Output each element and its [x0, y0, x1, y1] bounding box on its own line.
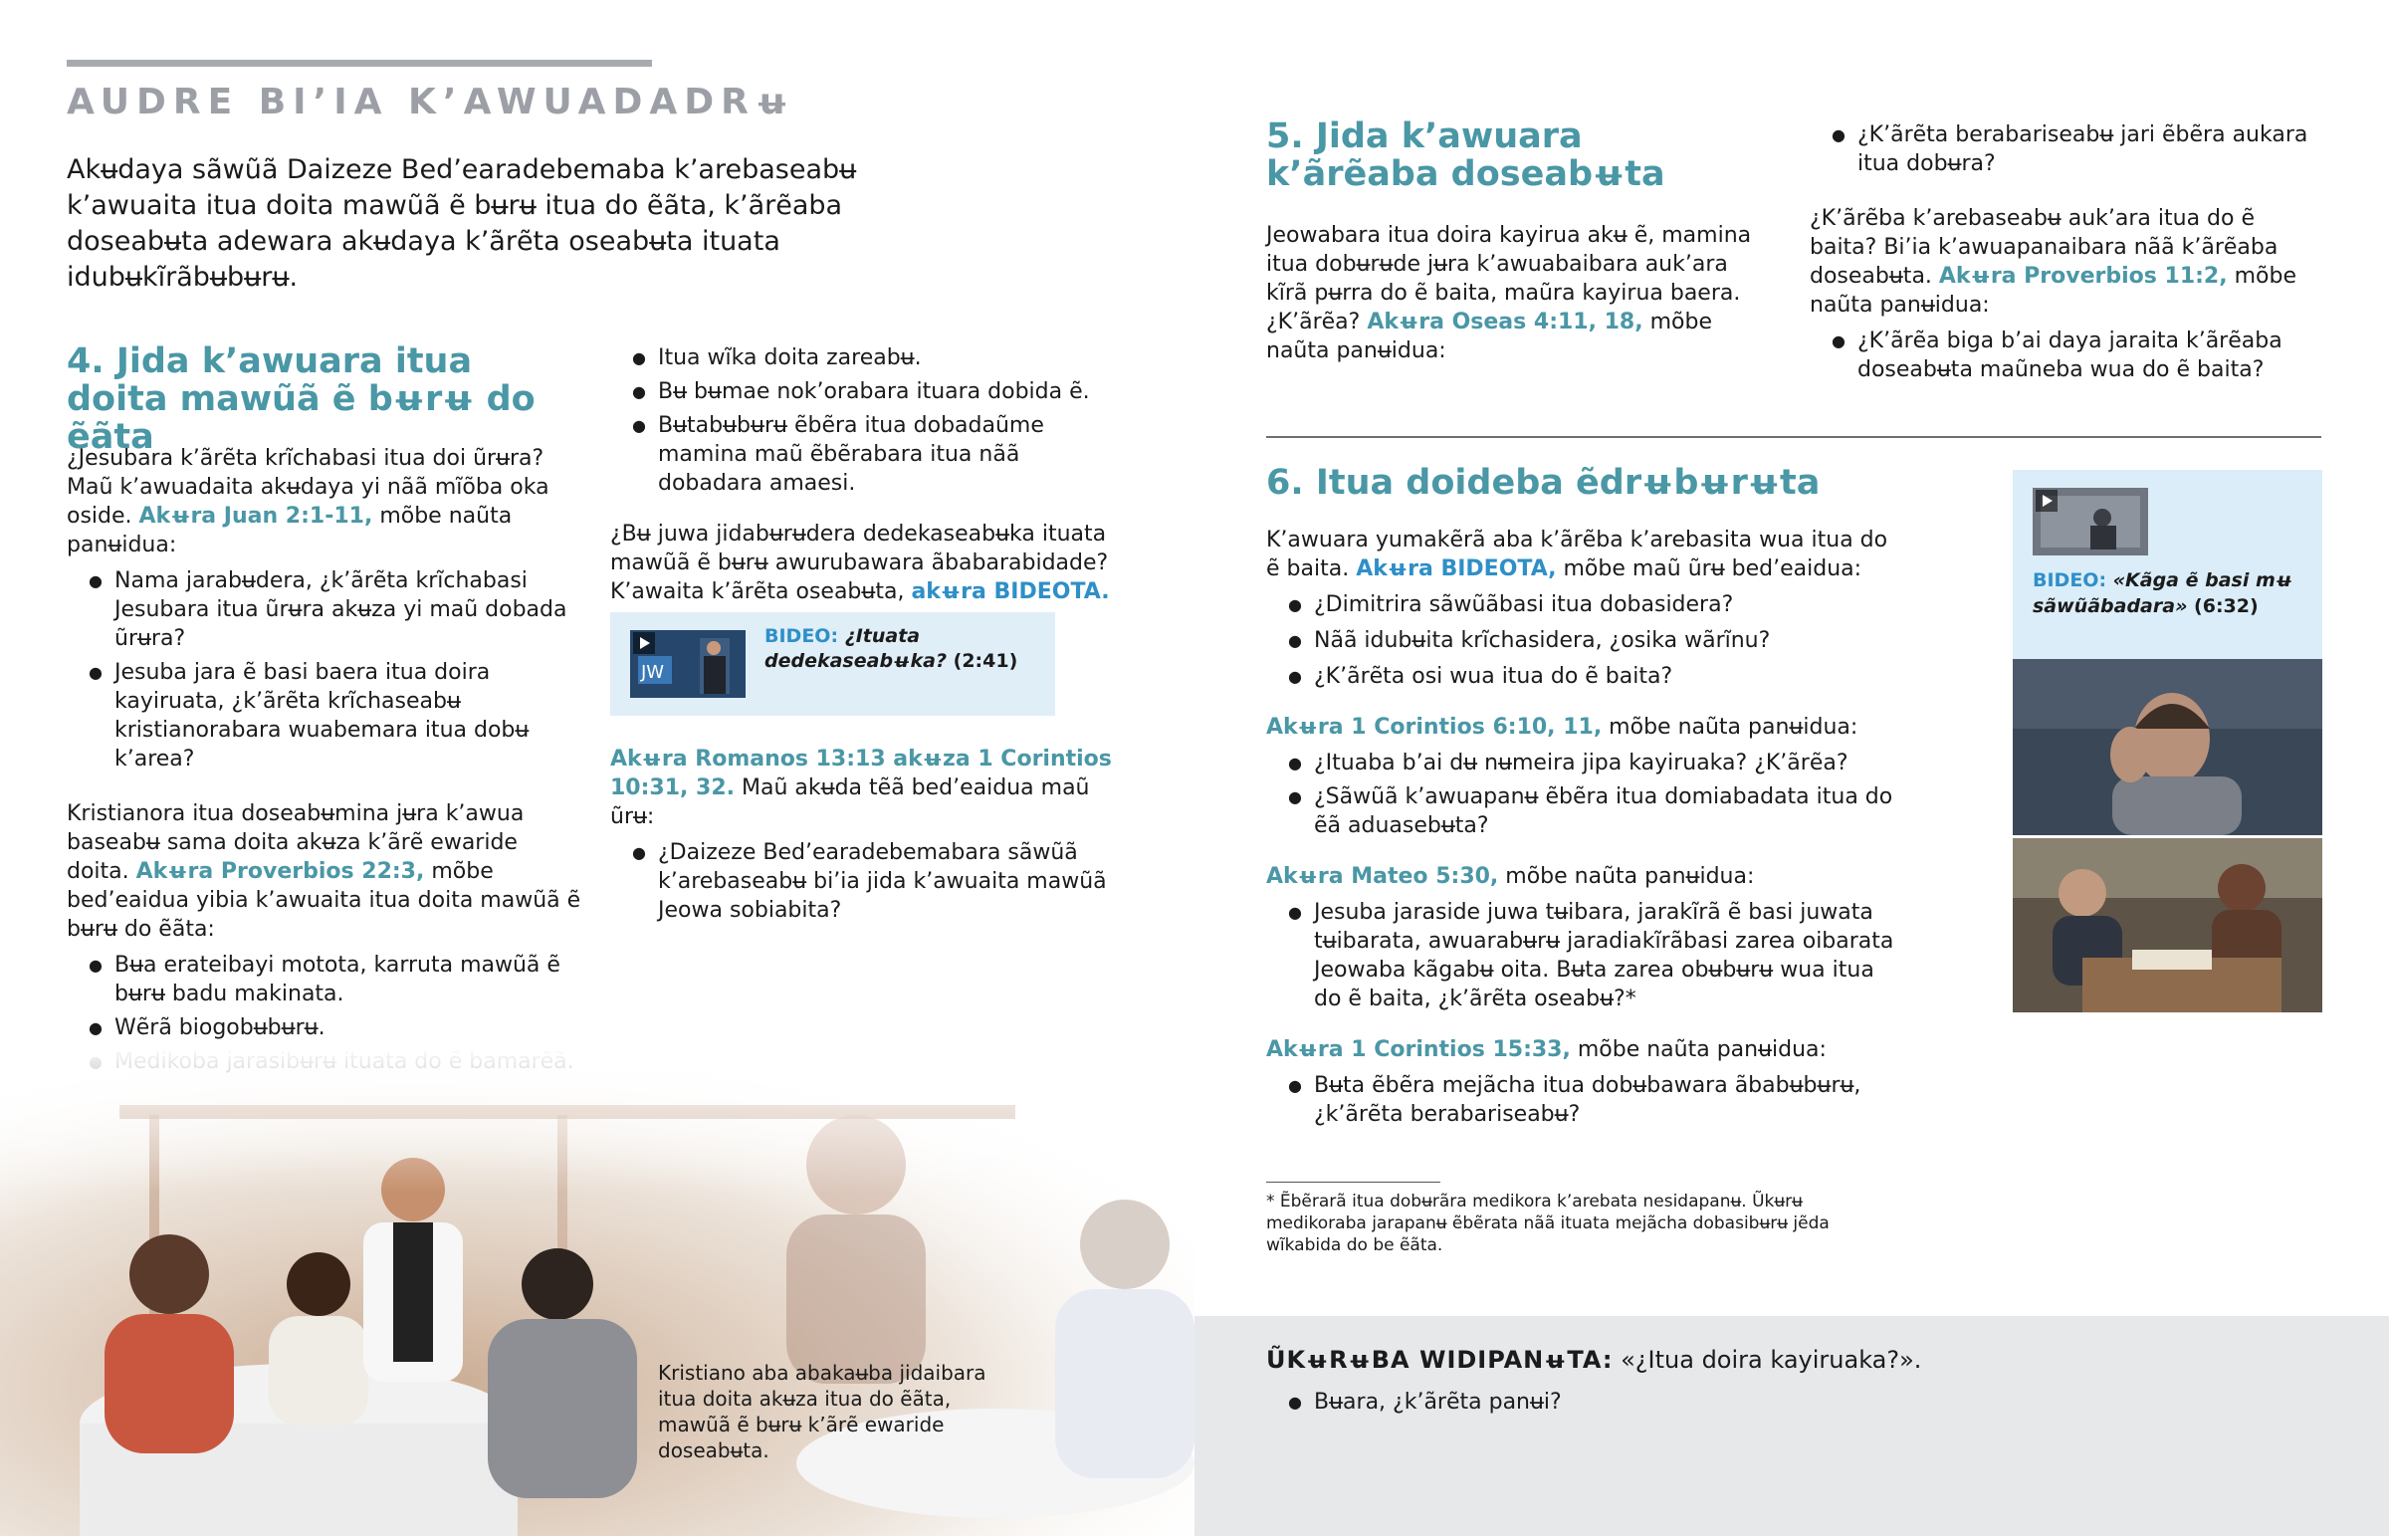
section-top-rule	[67, 60, 652, 67]
section5-questions-top	[1810, 120, 2327, 178]
section6-body	[1266, 526, 1903, 1129]
sidebar-video-caption: BIDEO: «Kãga ẽ basi mʉ sãwũãbadara» (6:32)	[2033, 569, 2293, 617]
list-item: ● Bʉ bʉmae nok’orabara ituara dobida ẽ.	[610, 377, 1128, 406]
section4-column2-bottom	[610, 745, 1128, 925]
section4-questions-list	[67, 566, 584, 773]
list-item: ● ¿K’ãrẽa biga b’ai daya jaraita k’ãrẽaba doseabʉta maũneba wua do ẽ baita?	[1810, 327, 2327, 384]
list-item: ● Nãã idubʉita krĩchasidera, ¿osika wãrĩnu?	[1266, 626, 1903, 655]
list-item: ● Bʉta ẽbẽra mejãcha itua dobʉbawara ãbabʉbʉrʉ, ¿k’ãrẽta berabariseabʉ?	[1266, 1071, 1903, 1129]
photo-man-thinking-art	[2013, 659, 2322, 835]
scripture-link-1corintios15[interactable]: Akʉra 1 Corintios 15:33,	[1266, 1037, 1571, 1062]
list-item: ● ¿K’ãrẽta berabariseabʉ jari ẽbẽra aukara itua dobʉra?	[1810, 120, 2327, 178]
review-question: ŨKʉRʉBA WIDIPANʉTA: «¿Itua doira kayiruaka?».	[1266, 1346, 1922, 1374]
romanos-paragraph: Akʉra Romanos 13:13 akʉza 1 Corintios 10:31, 32. Maũ akʉda tẽã bed’eaidua maũ ũrʉ:	[610, 747, 1112, 829]
section5-column2	[1810, 120, 2327, 384]
review-list	[1266, 1388, 2162, 1417]
video-link-dimitri[interactable]: Akʉra BIDEOTA,	[1356, 556, 1557, 581]
footnote: * Ẽbẽrarã itua dobʉrãra medikora k’arebata nesidapanʉ. Ũkʉrʉ medikoraba jarapanʉ ẽbẽrata nãã ituata mejãcha dobasibʉrʉ jẽda wĩkabida do be ẽãta.	[1266, 1192, 1830, 1255]
mateo-paragraph: Akʉra Mateo 5:30, mõbe naũta panʉidua:	[1266, 864, 1755, 889]
play-icon[interactable]	[633, 632, 655, 654]
scripture-link-proverbios[interactable]: Akʉra Proverbios 22:3,	[135, 859, 425, 884]
photo-bible-study	[2013, 838, 2322, 1012]
section5-questions-mid	[1810, 327, 2327, 384]
review-box	[1194, 1316, 2389, 1536]
pressure-list	[610, 343, 1128, 498]
list-item: ● Nama jarabʉdera, ¿k’ãrẽta krĩchabasi Jesubara itua ũrʉra akʉza yi maũ dobada ũrʉra?	[67, 566, 584, 653]
list-item: ● Bʉara, ¿k’ãrẽta panʉi?	[1266, 1388, 2162, 1417]
section4-paragraph2: Kristianora itua doseabʉmina jʉra k’awua baseabʉ sama doita akʉza k’ãrẽ ewaride doita. Akʉra Proverbios 22:3, mõbe bed’eaidua yibia k’awuaita itua doita mawũã ẽ bʉrʉ do ẽãta:	[67, 801, 581, 942]
section6-video-questions	[1266, 590, 1903, 691]
photo-man-thinking	[2013, 659, 2322, 835]
video-link[interactable]: akʉra BIDEOTA.	[911, 579, 1110, 604]
video-caption: BIDEO: ¿Ituata dedekaseabʉka? (2:41)	[764, 625, 1018, 672]
mateo-questions	[1266, 898, 1903, 1013]
section6-heading: 6. Itua doideba ẽdrʉbʉrʉta	[1266, 463, 1821, 503]
scripture-link-oseas[interactable]: Akʉra Oseas 4:11, 18,	[1367, 310, 1643, 334]
video-intro-paragraph: ¿Bʉ juwa jidabʉrʉdera dedekaseabʉka ituata mawũã ẽ bʉrʉ awurubawara ãbabarabidade? K’awaita k’ãrẽta oseabʉta, akʉra BIDEOTA.	[610, 522, 1110, 604]
section5-paragraph1: Jeowabara itua doira kayirua akʉ ẽ, mamina itua dobʉrʉde jʉra k’awuabaibara auk’ara kĩrã pʉrra do ẽ baita, maũra kayirua baera. ¿K’ãrẽa? Akʉra Oseas 4:11, 18, mõbe naũta panʉidua:	[1266, 223, 1752, 363]
list-item: ● Bʉtabʉbʉrʉ ẽbẽra itua dobadaũme mamina maũ ẽbẽrabara itua nãã dobadara amaesi.	[610, 411, 1128, 498]
list-item: ● ¿Daizeze Bed’earadebemabara sãwũã k’arebaseabʉ bi’ia jida k’awuaita mawũã Jeowa sobiabita?	[610, 838, 1128, 925]
scripture-link-1corintios6[interactable]: Akʉra 1 Corintios 6:10, 11,	[1266, 715, 1603, 740]
list-item: ● ¿Ituaba b’ai dʉ nʉmeira jipa kayiruaka? ¿K’ãrẽa?	[1266, 749, 1903, 777]
svg-text:JW: JW	[641, 662, 665, 683]
corintios15-questions	[1266, 1071, 1903, 1129]
section-title: AUDRE BI’IA K’AWUADADRʉ	[67, 82, 796, 122]
section4-heading: 4. Jida k’awuara itua doita mawũã ẽ bʉrʉ do ẽãta	[67, 341, 536, 457]
section4-column2	[610, 343, 1128, 606]
section6-paragraph1: K’awuara yumakẽrã aba k’ãrẽba k’arebasita wua itua do ẽ baita. Akʉra BIDEOTA, mõbe maũ ũrʉ bed’eaidua:	[1266, 528, 1888, 581]
list-item: ● Jesuba jara ẽ basi baera itua doira kayiruata, ¿k’ãrẽta krĩchaseabʉ kristianorabara wuabemara itua dobʉ k’area?	[67, 658, 584, 773]
video-thumbnail[interactable]	[630, 630, 746, 698]
section5-heading: 5. Jida k’awuara k’ãrẽaba doseabʉta	[1266, 116, 1665, 194]
corintios6-paragraph: Akʉra 1 Corintios 6:10, 11, mõbe naũta panʉidua:	[1266, 715, 1858, 740]
scripture-link-romanos[interactable]: Akʉra Romanos 13:13 akʉza 1 Corintios 10:31, 32.	[610, 747, 1112, 800]
romanos-questions	[610, 838, 1128, 925]
list-item: ● Itua wĩka doita zareabʉ.	[610, 343, 1128, 372]
sidebar-video-thumbnail[interactable]	[2033, 488, 2148, 555]
illustration-caption: Kristiano aba abakaʉba jidaibara itua doita akʉza itua do ẽãta, mawũã ẽ bʉrʉ k’ãrẽ ewaride doseabʉta.	[658, 1361, 986, 1462]
sidebar-video-card[interactable]	[2013, 470, 2322, 659]
list-item: ● ¿Sãwũã k’awuapanʉ ẽbẽra itua domiabadata itua do ẽã aduasebʉta?	[1266, 782, 1903, 840]
play-icon[interactable]	[2036, 490, 2058, 512]
section4-paragraph1: ¿Jesubara k’ãrẽta krĩchabasi itua doi ũrʉra? Maũ k’awuadaita akʉdaya yi nãã mĩõba oka oside. Akʉra Juan 2:1-11, mõbe naũta panʉidua:	[67, 446, 549, 557]
section-divider	[1266, 436, 2321, 438]
list-item: ● ¿K’ãrẽta osi wua itua do ẽ baita?	[1266, 662, 1903, 691]
section5-paragraph2: ¿K’ãrẽba k’arebaseabʉ auk’ara itua do ẽ baita? Bi’ia k’awuapanaibara nãã k’ãrẽaba doseabʉta. Akʉra Proverbios 11:2, mõbe naũta panʉidua:	[1810, 206, 2296, 318]
section5-body	[1266, 221, 1774, 365]
section4-body	[67, 444, 584, 1076]
list-item: ● Bʉa erateibayi mototа, karruta mawũã ẽ bʉrʉ badu makinata.	[67, 951, 584, 1008]
footnote-rule	[1266, 1182, 1440, 1183]
scripture-link-proverbios-11[interactable]: Akʉra Proverbios 11:2,	[1938, 264, 2228, 289]
scripture-link-mateo[interactable]: Akʉra Mateo 5:30,	[1266, 864, 1499, 889]
list-item: ● ¿Dimitrira sãwũãbasi itua dobasidera?	[1266, 590, 1903, 619]
list-item: ● Wẽrã biogobʉbʉrʉ.	[67, 1013, 584, 1042]
corintios15-paragraph: Akʉra 1 Corintios 15:33, mõbe naũta panʉidua:	[1266, 1037, 1827, 1062]
scripture-link-juan[interactable]: Akʉra Juan 2:1-11,	[138, 504, 373, 529]
intro-paragraph: Akʉdaya sãwũã Daizeze Bed’earadebemaba k’arebaseabʉ k’awuaita itua doita mawũã ẽ bʉrʉ itua do ẽãta, k’ãrẽaba doseabʉta adewara akʉdaya k’ãrẽta oseabʉta ituata idubʉkĩrãbʉbʉrʉ.	[67, 154, 857, 293]
photo-bible-study-art	[2013, 838, 2322, 1012]
video-card[interactable]	[610, 612, 1055, 716]
corintios6-questions	[1266, 749, 1903, 840]
list-item: ● Jesuba jaraside juwa tʉibara, jarakĩrã ẽ basi juwata tʉibarata, awuarabʉrʉ jaradiakĩrãbasi zarea oibarata Jeowaba kãgabʉ oita. Bʉta zarea obʉbʉrʉ wua itua do ẽ baita, ¿k’ãrẽta oseabʉ?*	[1266, 898, 1903, 1013]
